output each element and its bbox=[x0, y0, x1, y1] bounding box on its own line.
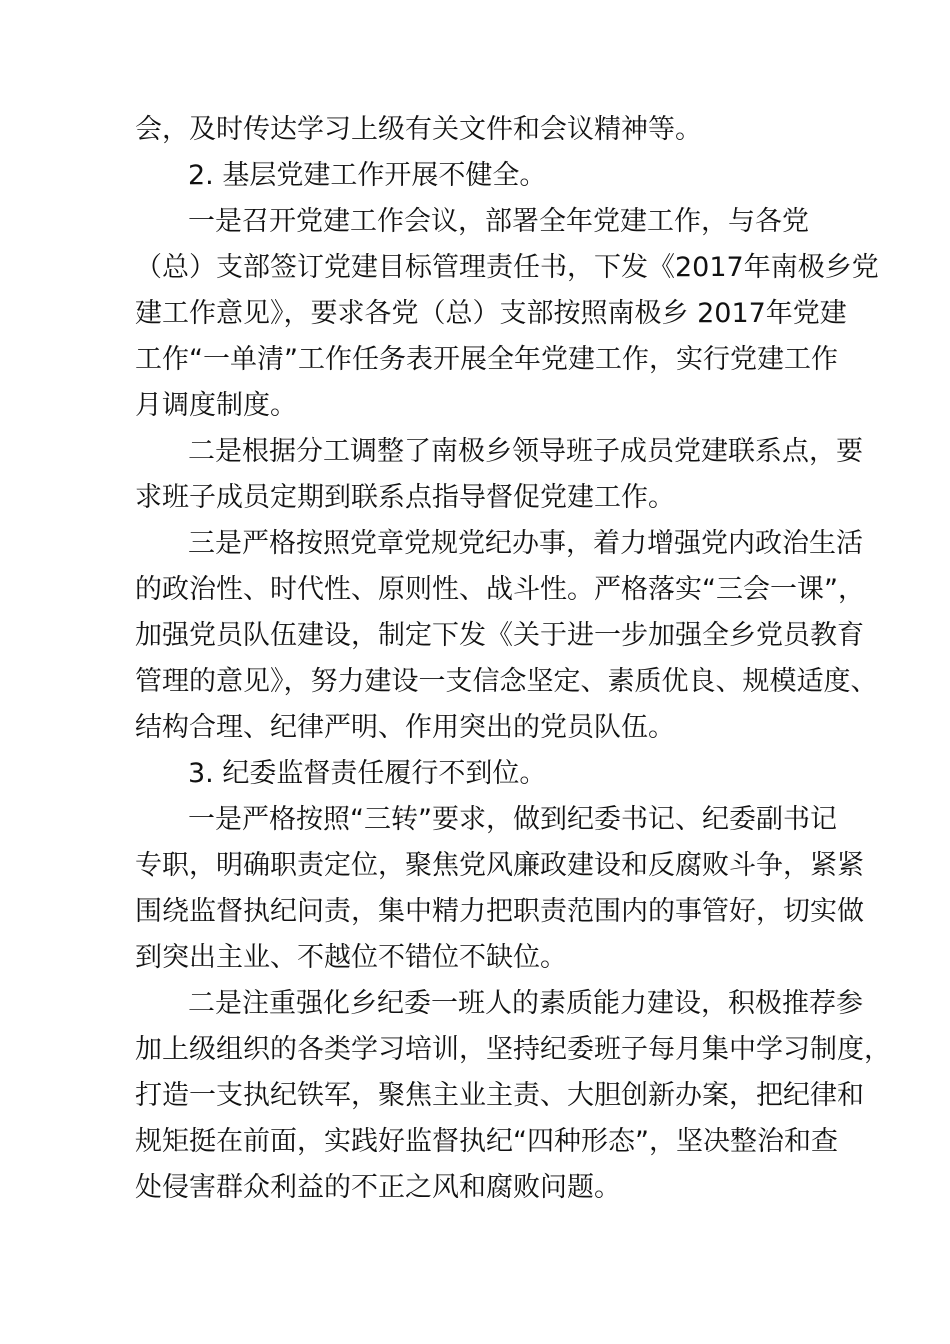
section-heading: 3. 纪委监督责任履行不到位。 bbox=[188, 758, 547, 789]
text-line: 打造一支执纪铁军，聚焦主业主责、大胆创新办案，把纪律和 bbox=[135, 1080, 864, 1111]
text-line: 围绕监督执纪问责，集中精力把职责范围内的事管好，切实做 bbox=[135, 896, 864, 927]
text-line: 三是严格按照党章党规党纪办事，着力增强党内政治生活 bbox=[188, 528, 863, 559]
text-line: 一是严格按照“三转”要求，做到纪委书记、纪委副书记 bbox=[188, 804, 837, 835]
text-line: 管理的意见》，努力建设一支信念坚定、素质优良、规模适度、 bbox=[135, 666, 878, 697]
text-line: 工作“一单清”工作任务表开展全年党建工作，实行党建工作 bbox=[135, 344, 838, 375]
text-line: 加上级组织的各类学习培训，坚持纪委班子每月集中学习制度， bbox=[135, 1034, 891, 1065]
text-line: 结构合理、纪律严明、作用突出的党员队伍。 bbox=[135, 712, 675, 743]
text-line: 规矩挺在前面，实践好监督执纪“四种形态”，坚决整治和查 bbox=[135, 1126, 838, 1157]
text-line: （总）支部签订党建目标管理责任书，下发《2017年南极乡党 bbox=[135, 252, 879, 283]
text-line: 一是召开党建工作会议，部署全年党建工作，与各党 bbox=[188, 206, 809, 237]
text-line: 到突出主业、不越位不错位不缺位。 bbox=[135, 942, 567, 973]
section-heading: 2. 基层党建工作开展不健全。 bbox=[188, 160, 547, 191]
text-line: 会，及时传达学习上级有关文件和会议精神等。 bbox=[135, 114, 702, 145]
text-line: 求班子成员定期到联系点指导督促党建工作。 bbox=[135, 482, 675, 513]
text-line: 建工作意见》，要求各党（总）支部按照南极乡 2017年党建 bbox=[135, 298, 847, 329]
text-line: 处侵害群众利益的不正之风和腐败问题。 bbox=[135, 1172, 621, 1203]
text-line: 二是注重强化乡纪委一班人的素质能力建设，积极推荐参 bbox=[188, 988, 863, 1019]
text-line: 专职，明确职责定位，聚焦党风廉政建设和反腐败斗争，紧紧 bbox=[135, 850, 864, 881]
text-line: 加强党员队伍建设，制定下发《关于进一步加强全乡党员教育 bbox=[135, 620, 864, 651]
text-line: 月调度制度。 bbox=[135, 390, 297, 421]
text-line: 二是根据分工调整了南极乡领导班子成员党建联系点，要 bbox=[188, 436, 863, 467]
text-line: 的政治性、时代性、原则性、战斗性。严格落实“三会一课”， bbox=[135, 574, 865, 605]
